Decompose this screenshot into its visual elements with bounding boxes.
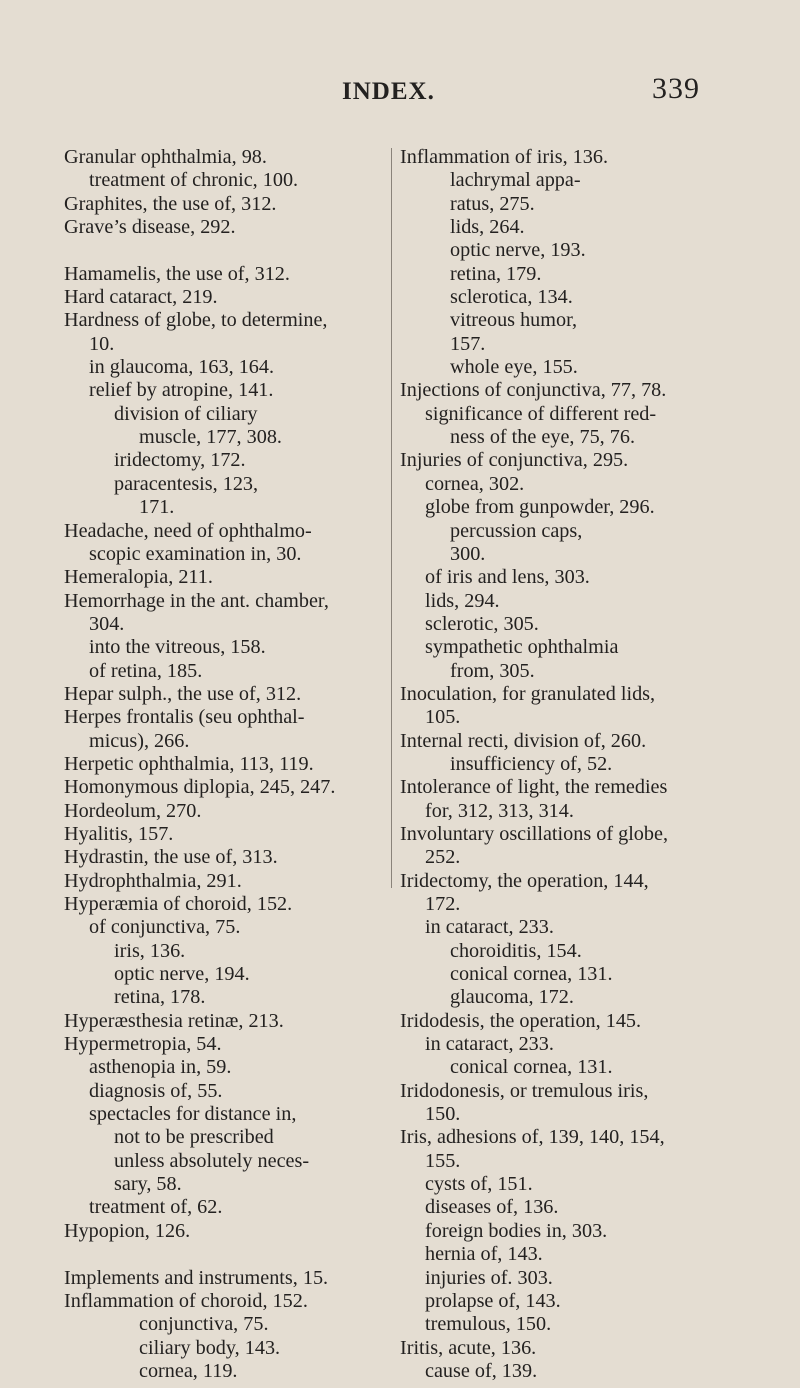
index-subentry: optic nerve, 194.: [114, 963, 250, 986]
index-subentry: of conjunctiva, 75.: [89, 916, 241, 939]
index-subentry: conical cornea, 131.: [450, 1056, 613, 1079]
index-subentry: 157.: [450, 332, 486, 355]
index-subentry: significance of different red-: [425, 402, 657, 425]
index-subentry: sary, 58.: [114, 1173, 182, 1196]
index-subentry: in cataract, 233.: [425, 1033, 554, 1056]
index-entry: Internal recti, division of, 260.: [400, 729, 647, 752]
index-entry: Hamamelis, the use of, 312.: [64, 262, 290, 285]
index-subentry: cysts of, 151.: [425, 1173, 533, 1196]
index-subentry: conical cornea, 131.: [450, 963, 613, 986]
index-subentry: foreign bodies in, 303.: [425, 1219, 608, 1242]
index-subentry: of retina, 185.: [89, 659, 203, 682]
index-subentry: ness of the eye, 75, 76.: [450, 426, 636, 449]
index-entry: Iris, adhesions of, 139, 140, 154,: [400, 1126, 665, 1149]
index-subentry: vitreous humor,: [450, 309, 578, 332]
index-subentry: spectacles for distance in,: [89, 1103, 297, 1126]
index-entry: Intolerance of light, the remedies: [400, 776, 668, 799]
index-entry: Iridodesis, the operation, 145.: [400, 1009, 642, 1032]
index-subentry: lids, 294.: [425, 589, 500, 612]
index-entry: Hepar sulph., the use of, 312.: [64, 682, 302, 705]
index-entry: Granular ophthalmia, 98.: [64, 146, 267, 168]
index-subentry: cornea, 302.: [425, 472, 525, 495]
index-entry: Hydrophthalmia, 291.: [64, 869, 242, 892]
index-subentry: sclerotic, 305.: [425, 612, 539, 635]
index-subentry: diseases of, 136.: [425, 1196, 559, 1219]
index-entry: Graphites, the use of, 312.: [64, 192, 277, 215]
index-subentry: 10.: [89, 332, 115, 355]
index-subentry: conjunctiva, 75.: [139, 1313, 269, 1336]
index-subentry: scopic examination in, 30.: [89, 542, 302, 565]
index-entry: Herpetic ophthalmia, 113, 119.: [64, 752, 314, 775]
index-subentry: into the vitreous, 158.: [89, 636, 266, 659]
index-entry: Hemeralopia, 211.: [64, 566, 213, 589]
index-entry: Hemorrhage in the ant. chamber,: [64, 589, 329, 612]
index-entry: Hypopion, 126.: [64, 1219, 191, 1242]
index-entry: Involuntary oscillations of globe,: [400, 822, 668, 845]
index-entry: Hardness of globe, to determine,: [64, 309, 328, 332]
index-subentry: choroiditis, 154.: [450, 939, 582, 962]
index-entry: Inoculation, for granulated lids,: [400, 682, 656, 705]
index-subentry: lids, 264.: [450, 216, 525, 239]
index-subentry: diagnosis of, 55.: [89, 1079, 223, 1102]
index-subentry: insufficiency of, 52.: [450, 752, 613, 775]
index-subentry: for, 312, 313, 314.: [425, 799, 574, 822]
index-subentry: of iris and lens, 303.: [425, 566, 590, 589]
index-entry: Hyalitis, 157.: [64, 822, 174, 845]
index-subentry: 171.: [139, 496, 175, 519]
index-subentry: in glaucoma, 163, 164.: [89, 356, 275, 379]
index-entry: Inflammation of choroid, 152.: [64, 1289, 308, 1312]
index-subentry: 172.: [425, 893, 461, 915]
index-entry: Iritis, acute, 136.: [400, 1336, 537, 1359]
index-subentry: ciliary body, 143.: [139, 1336, 281, 1359]
index-subentry: treatment of chronic, 100.: [89, 169, 299, 192]
index-entry: Hyperæmia of choroid, 152.: [64, 893, 293, 915]
index-subentry: relief by atropine, 141.: [89, 379, 274, 402]
index-subentry: injuries of. 303.: [425, 1266, 553, 1289]
index-subentry: 304.: [89, 612, 125, 635]
index-subentry: percussion caps,: [450, 519, 583, 542]
index-subentry: lachrymal appa-: [450, 169, 581, 192]
page-number: 339: [652, 72, 700, 105]
index-subentry: 252.: [425, 846, 461, 869]
index-subentry: cornea, 119.: [139, 1359, 238, 1382]
index-entry: Herpes frontalis (seu ophthal-: [64, 706, 305, 729]
index-subentry: in cataract, 233.: [425, 916, 554, 939]
index-subentry: micus), 266.: [89, 729, 190, 752]
index-column-right: [400, 146, 740, 1383]
index-subentry: sclerotica, 134.: [450, 286, 573, 309]
index-entry: Hydrastin, the use of, 313.: [64, 846, 278, 869]
index-subentry: cause of, 139.: [425, 1359, 538, 1382]
index-subentry: from, 305.: [450, 659, 535, 682]
index-entry: Iridodonesis, or tremulous iris,: [400, 1079, 649, 1102]
index-subentry: unless absolutely neces-: [114, 1149, 310, 1172]
page-header: [0, 72, 800, 112]
index-subentry: prolapse of, 143.: [425, 1289, 561, 1312]
index-subentry: glaucoma, 172.: [450, 986, 574, 1009]
index-entry: Injections of conjunctiva, 77, 78.: [400, 379, 667, 402]
index-entry: Inflammation of iris, 136.: [400, 146, 609, 168]
index-subentry: paracentesis, 123,: [114, 472, 259, 495]
index-entry: Homonymous diplopia, 245, 247.: [64, 776, 336, 799]
index-subentry: 105.: [425, 706, 461, 729]
index-subentry: iridectomy, 172.: [114, 449, 246, 472]
index-entry: Hyperæsthesia retinæ, 213.: [64, 1009, 284, 1032]
index-entry: Injuries of conjunctiva, 295.: [400, 449, 629, 472]
index-subentry: 300.: [450, 542, 486, 565]
running-head: INDEX.: [342, 78, 435, 105]
index-subentry: muscle, 177, 308.: [139, 426, 282, 449]
index-spacer: [64, 239, 394, 262]
index-entry: Headache, need of ophthalmo-: [64, 519, 312, 542]
index-subentry: retina, 179.: [450, 262, 542, 285]
index-subentry: 150.: [425, 1103, 461, 1126]
index-entry: Implements and instruments, 15.: [64, 1266, 329, 1289]
index-subentry: treatment of, 62.: [89, 1196, 223, 1219]
index-entry: Iridectomy, the operation, 144,: [400, 869, 649, 892]
index-subentry: retina, 178.: [114, 986, 206, 1009]
index-spacer: [64, 1243, 394, 1266]
index-subentry: not to be prescribed: [114, 1126, 274, 1149]
index-entry: Hordeolum, 270.: [64, 799, 202, 822]
index-entry: Hypermetropia, 54.: [64, 1033, 222, 1056]
index-subentry: optic nerve, 193.: [450, 239, 586, 262]
index-entry: Hard cataract, 219.: [64, 286, 218, 309]
index-subentry: tremulous, 150.: [425, 1313, 552, 1336]
index-subentry: iris, 136.: [114, 939, 186, 962]
index-subentry: whole eye, 155.: [450, 356, 578, 379]
index-subentry: hernia of, 143.: [425, 1243, 543, 1266]
index-subentry: sympathetic ophthalmia: [425, 636, 619, 659]
index-subentry: globe from gunpowder, 296.: [425, 496, 655, 519]
index-subentry: division of ciliary: [114, 402, 258, 425]
index-entry: Grave’s disease, 292.: [64, 216, 236, 239]
index-subentry: 155.: [425, 1149, 461, 1172]
index-subentry: ratus, 275.: [450, 192, 535, 215]
index-subentry: asthenopia in, 59.: [89, 1056, 232, 1079]
index-column-left: [64, 146, 394, 1383]
